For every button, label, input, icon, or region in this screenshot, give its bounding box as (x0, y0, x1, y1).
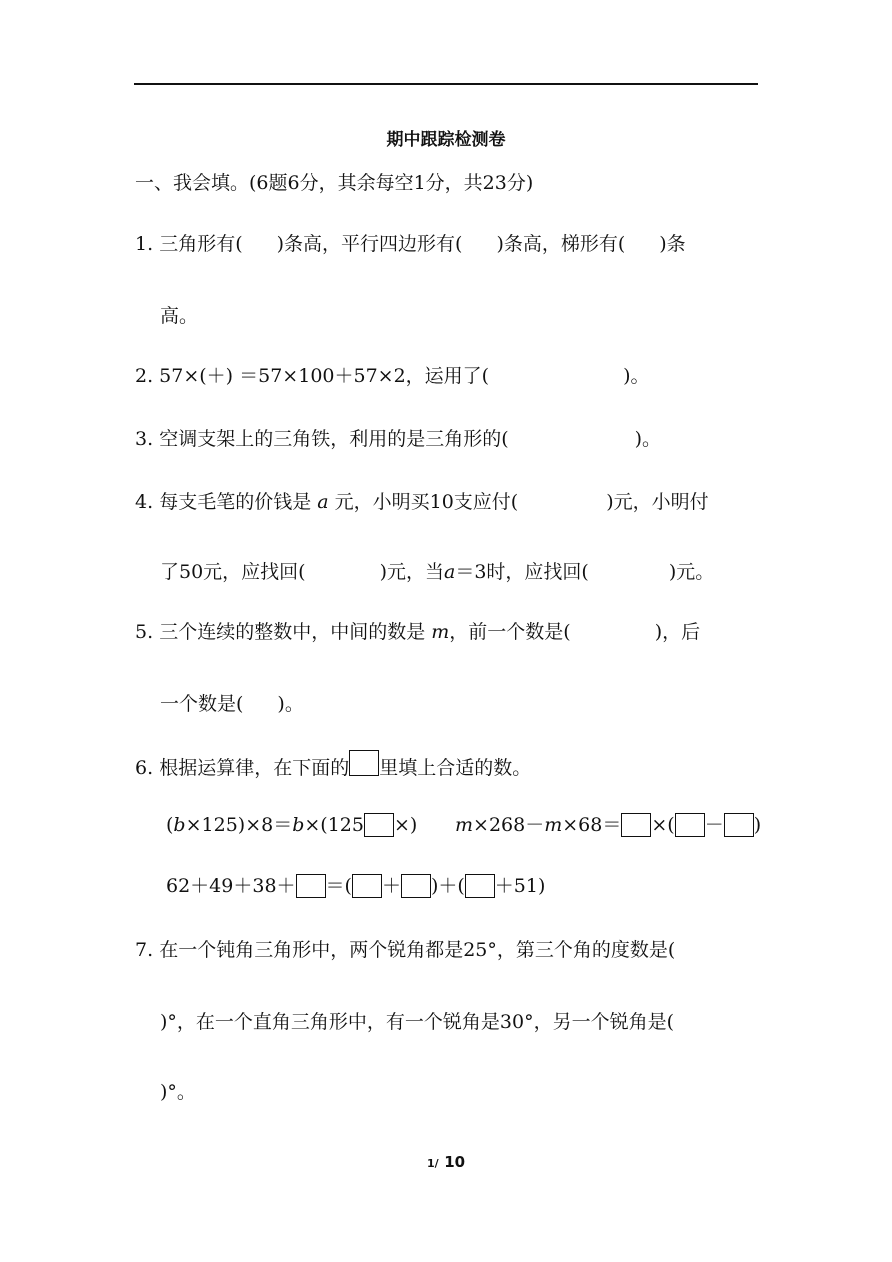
answer-box[interactable] (401, 874, 431, 898)
q1-text-a: 三角形有( (159, 233, 243, 255)
q1-text-b: )条高，平行四边形有( (276, 233, 463, 255)
q6-text-a: 根据运算律，在下面的 (159, 757, 350, 779)
q3-tail: )。 (634, 428, 662, 450)
q3-number: 3. (135, 428, 154, 450)
example-box (349, 750, 379, 776)
question-7-line-2: )°，在一个直角三角形中，有一个锐角是30°，另一个锐角是( (160, 1011, 675, 1033)
q5-text-d: 一个数是( (160, 693, 244, 715)
page-current: 1/ (426, 1157, 439, 1170)
answer-box[interactable] (675, 813, 705, 837)
q4-text-a: 每支毛笔的价钱是 (159, 491, 312, 513)
question-2 (135, 364, 650, 388)
q7-text-a: 在一个钝角三角形中，两个锐角都是25°，第三个角的度数是( (159, 939, 676, 961)
q4-text-d: 了50元，应找回( (160, 561, 306, 583)
question-1-line-1 (135, 232, 686, 256)
q4-var-a2: a (444, 561, 456, 583)
q2-tail: )。 (623, 365, 650, 387)
q6-r1a-mid: ×125)×8＝ (185, 814, 293, 836)
page-title: 期中跟踪检测卷 (386, 130, 506, 150)
q6-r1b-minus: － (704, 814, 724, 836)
answer-box[interactable] (296, 874, 326, 898)
answer-box[interactable] (724, 813, 754, 837)
q4-var-a: a (317, 491, 329, 513)
q4-number: 4. (135, 491, 154, 513)
question-6-row-1b (455, 813, 761, 837)
answer-box[interactable] (364, 813, 394, 837)
q6-var-m: m (455, 814, 474, 836)
q4-text-b: 元，小明买10支应付( (334, 491, 519, 513)
q1-text-c: )条高，梯形有( (496, 233, 626, 255)
q6-r1b-mid: ×268－ (473, 814, 545, 836)
question-5-line-2 (160, 692, 304, 716)
q6-r1a-tail: ×(125 (304, 814, 364, 836)
q4-text-e: )元，当 (379, 561, 445, 583)
question-6-line-1 (135, 750, 531, 780)
q2-text: 2. 57×(＋) ＝57×100＋57×2，运用了( (135, 365, 490, 387)
question-3 (135, 427, 661, 451)
question-1-line-2: 高。 (160, 305, 199, 327)
q6-r1a-open: ( (166, 814, 174, 836)
q5-var-m: m (431, 621, 450, 643)
q5-number: 5. (135, 621, 154, 643)
q6-r1b-x: ×( (651, 814, 675, 836)
q6-var-m2: m (544, 814, 563, 836)
q4-text-f: ＝3时，应找回( (455, 561, 589, 583)
q6-r2-c: ＋ (381, 875, 401, 897)
q6-r2-b: ＝( (325, 875, 352, 897)
q6-r2-a: 62＋49＋38＋ (166, 875, 296, 897)
question-7-line-3: )°。 (160, 1081, 196, 1103)
answer-box[interactable] (465, 874, 495, 898)
q6-r1b-tail: ×68＝ (562, 814, 622, 836)
q7-number: 7. (135, 939, 154, 961)
q5-text-c: )，后 (654, 621, 701, 643)
top-rule (134, 83, 758, 85)
q6-var-b2: b (292, 814, 305, 836)
q6-r2-d: )＋( (430, 875, 465, 897)
q6-r2-e: ＋51) (494, 875, 546, 897)
q1-text-d: )条 (659, 233, 686, 255)
question-4-line-2 (160, 560, 714, 584)
q4-text-g: )元。 (668, 561, 715, 583)
q6-r1b-end: ) (753, 814, 762, 836)
q6-var-b: b (173, 814, 186, 836)
q4-text-c: )元，小明付 (606, 491, 709, 513)
q6-r1a-end: ×) (393, 814, 418, 836)
answer-box[interactable] (352, 874, 382, 898)
answer-box[interactable] (621, 813, 651, 837)
q3-text: 空调支架上的三角铁，利用的是三角形的( (159, 428, 509, 450)
question-5-line-1 (135, 620, 700, 644)
question-7-line-1 (135, 938, 675, 962)
q5-text-b: ，前一个数是( (449, 621, 571, 643)
page-total: 10 (444, 1153, 466, 1171)
q1-number: 1. (135, 233, 154, 255)
q6-number: 6. (135, 757, 154, 779)
section-heading: 一、我会填。(6题6分，其余每空1分，共23分) (135, 172, 534, 194)
question-4-line-1 (135, 490, 709, 514)
q6-text-b: 里填上合适的数。 (379, 757, 532, 779)
question-6-row-2 (166, 874, 545, 898)
page-number (0, 1152, 892, 1171)
question-6-row-1a (166, 813, 417, 837)
q5-text-e: )。 (277, 693, 304, 715)
q5-text-a: 三个连续的整数中，中间的数是 (159, 621, 426, 643)
